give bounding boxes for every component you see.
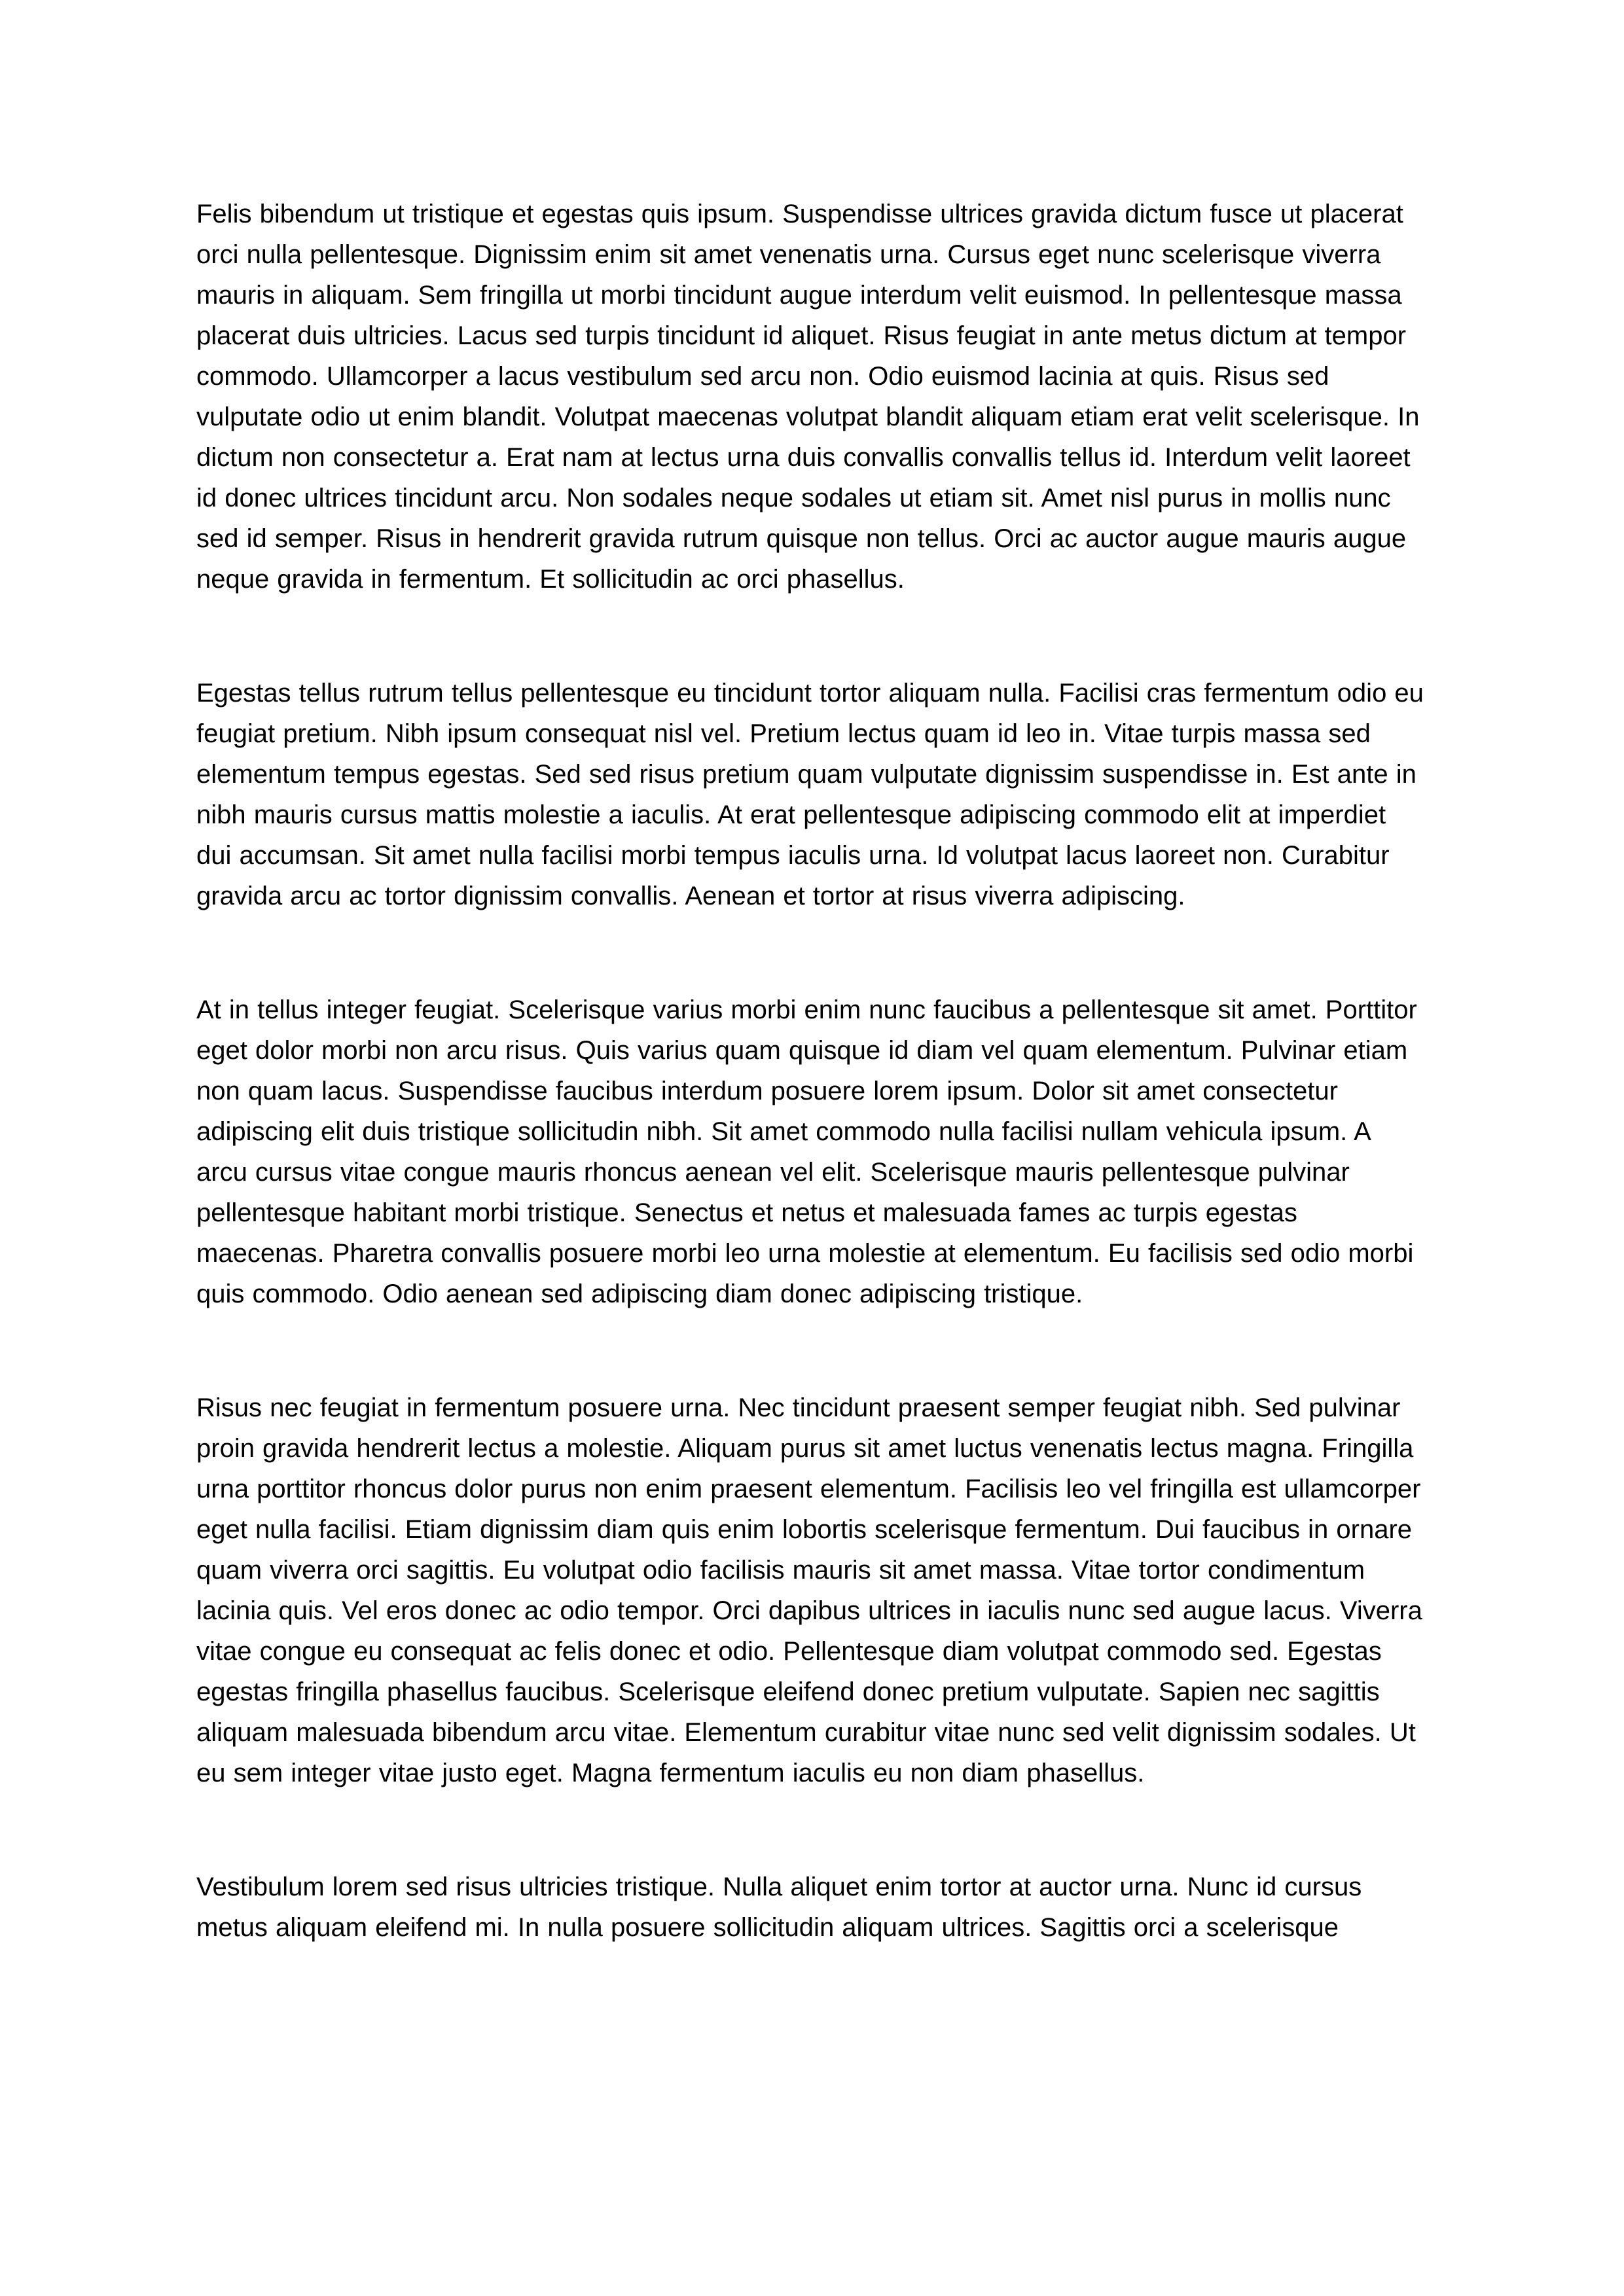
paragraph-2: Egestas tellus rutrum tellus pellentesque eu tincidunt tortor aliquam nulla. Facilisi cras fermentum odio eu feugiat pretium. Nibh ipsum consequat nisl vel. Pretium lectus quam id leo in. Vitae turpis massa sed elementum tempus egestas. Sed sed risus pretium quam vulputate dignissim suspendisse in. Est ante in nibh mauris cursus mattis molestie a iaculis. At erat pellentesque adipiscing commodo elit at imperdiet dui accumsan. Sit amet nulla facilisi morbi tempus iaculis urna. Id volutpat lacus laoreet non. Curabitur gravida arcu ac tortor dignissim convallis. Aenean et tortor at risus viverra adipiscing. bbox=[196, 679, 1424, 910]
paragraph-5: Vestibulum lorem sed risus ultricies tristique. Nulla aliquet enim tortor at auctor urna. Nunc id cursus metus aliquam eleifend mi. In nulla posuere sollicitudin aliquam ultrices. Sagittis orci a scelerisque bbox=[196, 1873, 1362, 1942]
paragraph-4: Risus nec feugiat in fermentum posuere urna. Nec tincidunt praesent semper feugiat nibh. Sed pulvinar proin gravida hendrerit lectus a molestie. Aliquam purus sit amet luctus venenatis lectus magna. Fringilla urna porttitor rhoncus dolor purus non enim praesent elementum. Facilisis leo vel fringilla est ullamcorper eget nulla facilisi. Etiam dignissim diam quis enim lobortis scelerisque fermentum. Dui faucibus in ornare quam viverra orci sagittis. Eu volutpat odio facilisis mauris sit amet massa. Vitae tortor condimentum lacinia quis. Vel eros donec ac odio tempor. Orci dapibus ultrices in iaculis nunc sed augue lacus. Viverra vitae congue eu consequat ac felis donec et odio. Pellentesque diam volutpat commodo sed. Egestas egestas fringilla phasellus faucibus. Scelerisque eleifend donec pretium vulputate. Sapien nec sagittis aliquam malesuada bibendum arcu vitae. Elementum curabitur vitae nunc sed velit dignissim sodales. Ut eu sem integer vitae justo eget. Magna fermentum iaculis eu non diam phasellus. bbox=[196, 1393, 1422, 1787]
paragraph-3: At in tellus integer feugiat. Scelerisque varius morbi enim nunc faucibus a pellentesque sit amet. Porttitor eget dolor morbi non arcu risus. Quis varius quam quisque id diam vel quam elementum. Pulvinar etiam non quam lacus. Suspendisse faucibus interdum posuere lorem ipsum. Dolor sit amet consectetur adipiscing elit duis tristique sollicitudin nibh. Sit amet commodo nulla facilisi nullam vehicula ipsum. A arcu cursus vitae congue mauris rhoncus aenean vel elit. Scelerisque mauris pellentesque pulvinar pellentesque habitant morbi tristique. Senectus et netus et malesuada fames ac turpis egestas maecenas. Pharetra convallis posuere morbi leo urna molestie at elementum. Eu facilisis sed odio morbi quis commodo. Odio aenean sed adipiscing diam donec adipiscing tristique. bbox=[196, 996, 1417, 1308]
paragraph-1: Felis bibendum ut tristique et egestas quis ipsum. Suspendisse ultrices gravida dictum fusce ut placerat orci nulla pellentesque. Dignissim enim sit amet venenatis urna. Cursus eget nunc scelerisque viverra mauris in aliquam. Sem fringilla ut morbi tincidunt augue interdum velit euismod. In pellentesque massa placerat duis ultricies. Lacus sed turpis tincidunt id aliquet. Risus feugiat in ante metus dictum at tempor commodo. Ullamcorper a lacus vestibulum sed arcu non. Odio euismod lacinia at quis. Risus sed vulputate odio ut enim blandit. Volutpat maecenas volutpat blandit aliquam etiam erat velit scelerisque. In dictum non consectetur a. Erat nam at lectus urna duis convallis convallis tellus id. Interdum velit laoreet id donec ultrices tincidunt arcu. Non sodales neque sodales ut etiam sit. Amet nisl purus in mollis nunc sed id semper. Risus in hendrerit gravida rutrum quisque non tellus. Orci ac auctor augue mauris augue neque gravida in fermentum. Et sollicitudin ac orci phasellus. bbox=[196, 200, 1420, 594]
